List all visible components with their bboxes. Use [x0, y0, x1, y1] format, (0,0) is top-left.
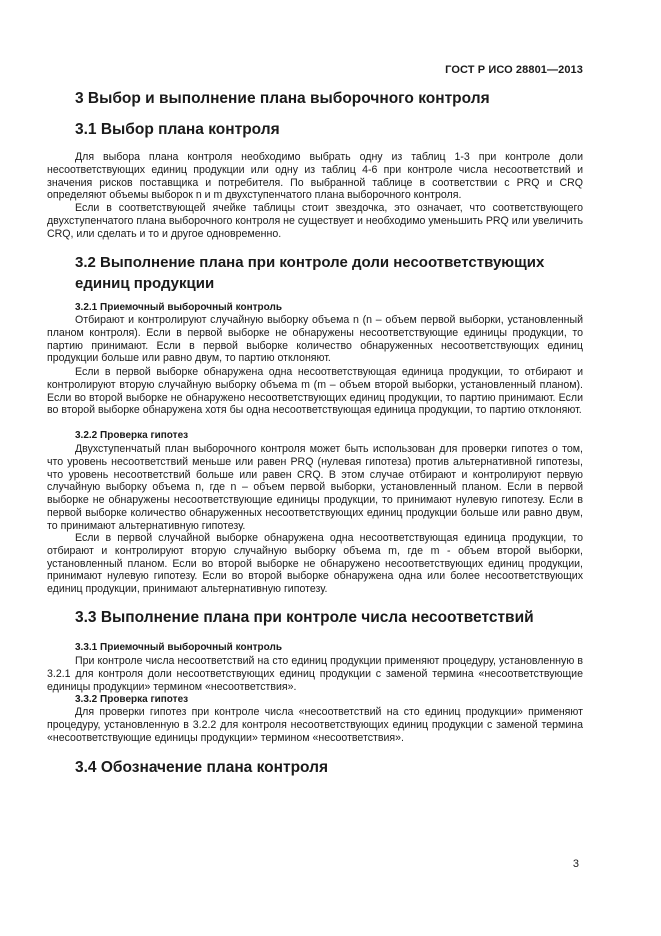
section-3-1-title: 3.1 Выбор плана контроля — [75, 121, 280, 138]
section-3-2-2-paragraph-1: Двухступенчатый план выборочного контроля может быть использован для проверки гипотез о том, что уровень несоответствий меньше или равен PRQ (нулевая гипотеза) против альтернативной гипотезы, что уровень несоответствий больше или равен CRQ. В этом случае отбирают и контролируют первую случайную выборку объема n, где n – объем первой выборки, установленный планом. Если в первой выборке не обнаружены несоответствующие единицы продукции, то принимают нулевую гипотезу. Если в первой выборке количество обнаруженных несоответствующих единиц продукции больше или равно двум, то принимают альтернативную гипотезу. — [47, 443, 583, 532]
section-3-title: 3 Выбор и выполнение плана выборочного контроля — [75, 90, 490, 107]
section-3-3-2-paragraph-1: Для проверки гипотез при контроле числа «несоответствий на сто единиц продукции» применяют процедуру, установленную в 3.2.2 для контроля несоответствующих единиц продукции с заменой термина «несоответствующие единицы продукции» термином «несоответствия». — [47, 706, 583, 744]
section-3-3-1-paragraph-1: При контроле числа несоответствий на сто единиц продукции применяют процедуру, установленную в 3.2.1 для контроля доли несоответствующих единиц продукции с заменой термина «несоответствующие единицы продукции» термином «несоответствия». — [47, 655, 583, 693]
section-3-2-1-paragraph-2: Если в первой выборке обнаружена одна несоответствующая единица продукции, то отбирают и контролируют вторую случайную выборку объема m (m – объем второй выборки, установленный планом). Если во второй выборке не обнаружено несоответствующих единиц продукции, то партию принимают. Если во второй выборке обнаружена хотя бы одна несоответствующая единица продукции, то партию отклоняют. — [47, 366, 583, 417]
section-3-3-2-title: 3.3.2 Проверка гипотез — [75, 694, 189, 705]
section-3-3-1-title: 3.3.1 Приемочный выборочный контроль — [75, 642, 282, 653]
section-3-2-2-title: 3.2.2 Проверка гипотез — [75, 430, 189, 441]
section-3-2-title: 3.2 Выполнение плана при контроле доли несоответствующих единиц продукции — [75, 254, 545, 292]
section-3-4-title: 3.4 Обозначение плана контроля — [75, 759, 329, 776]
section-3-1-paragraph-2: Если в соответствующей ячейке таблицы стоит звездочка, это означает, что соответствующего двухступенчатого плана выборочного контроля не существует и необходимо уменьшить PRQ или увеличить CRQ, или сделать и то и другое одновременно. — [47, 202, 583, 240]
page-number: 3 — [572, 858, 579, 870]
section-3-2-2-paragraph-2: Если в первой случайной выборке обнаружена одна несоответствующая единица продукции, то отбирают и контролируют вторую случайную выборку объема m, где m - объем второй выборки, установленный планом. Если во второй выборке не обнаружено несоответствующих единиц продукции, принимают нулевую гипотезу. Если во второй выборке обнаружена одна или более несоответствующих единиц продукции, принимают альтернативную гипотезу. — [47, 532, 583, 595]
section-3-2-1-paragraph-1: Отбирают и контролируют случайную выборку объема n (n – объем первой выборки, установленный планом контроля). Если в первой выборке не обнаружены несоответствующие единицы продукции, то партию принимают. Если в первой выборке количество обнаруженных несоответствующих единиц продукции больше или равно двум, то партию отклоняют. — [47, 314, 583, 365]
standard-designation: ГОСТ Р ИСО 28801—2013 — [445, 64, 583, 76]
section-3-1-paragraph-1: Для выбора плана контроля необходимо выбрать одну из таблиц 1-3 при контроле доли несоответствующих единиц продукции или одну из таблиц 4-6 при контроле числа несоответствий и значения рисков поставщика и потребителя. По выбранной таблице в соответствии с PRQ и CRQ определяют объемы выборок n и m двухступенчатого плана выборочного контроля. — [47, 151, 583, 202]
section-3-3-title: 3.3 Выполнение плана при контроле числа несоответствий — [75, 609, 534, 626]
section-3-2-1-title: 3.2.1 Приемочный выборочный контроль — [75, 302, 282, 313]
